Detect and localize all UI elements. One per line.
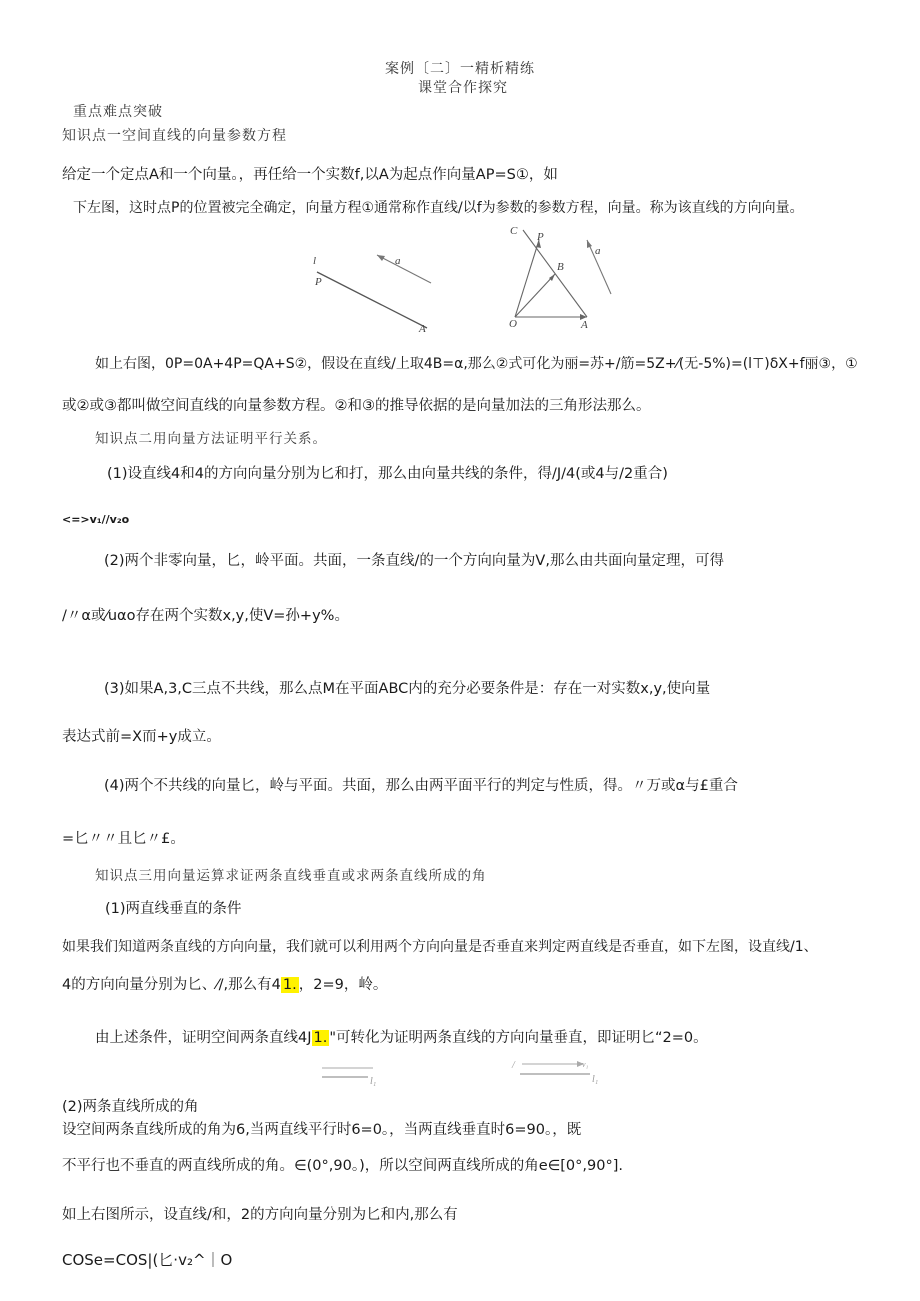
label-l1: l₁ [592, 1074, 599, 1085]
kp3-subheading: (1)两直线垂直的条件 [105, 901, 242, 917]
kp3-paragraph-line [95, 1029, 708, 1047]
label-p: P [537, 231, 544, 243]
label-v1: v₁ [582, 1060, 589, 1069]
kp2-item-line: (2)两个非零向量，匕，岭平面。共面，一条直线/的一个方向向量为V,那么由共面向量定理，可得 [104, 553, 724, 569]
kp1-paragraph-line: 或②或③都叫做空间直线的向量参数方程。②和③的推导依据的是向量加法的三角形法那么。 [62, 398, 651, 414]
vector-a-arrowhead [377, 255, 385, 261]
kp1-paragraph-line: 下左图，这时点P的位置被完全确定，向量方程①通常称作直线/以f为参数的参数方程，向量。称为该直线的方向向量。 [73, 200, 804, 216]
text-segment: 由上述条件，证明空间两条直线4J [95, 1030, 312, 1046]
case-subtitle: 课堂合作探究 [418, 80, 508, 96]
parallel-lines-figure-left [318, 1060, 383, 1088]
text-segment: ，2=9，岭。 [298, 977, 388, 993]
kp2-item-line: (4)两个不共线的向量匕，岭与平面。共面，那么由两平面平行的判定与性质，得。〃万或α与£重合 [104, 778, 738, 794]
kp3-paragraph-line: 设空间两条直线所成的角为6,当两直线平行时6=0。，当两直线垂直时6=90。，既 [62, 1122, 582, 1138]
kp3-paragraph-line [62, 976, 387, 994]
text-segment: "可转化为证明两条直线的方向向量垂直，即证明匕“2=0。 [329, 1030, 708, 1046]
kp3-subheading: (2)两条直线所成的角 [62, 1099, 199, 1115]
label-l1: l₁ [370, 1076, 377, 1087]
label-c: C [510, 225, 518, 237]
case-title: 案例〔二〕一精析精练 [385, 61, 535, 77]
highlight: 1. [313, 1030, 328, 1046]
kp3-paragraph-line: 如果我们知道两条直线的方向向量，我们就可以利用两个方向向量是否垂直来判定两直线是否垂直，如下左图，设直线/1、 [62, 939, 818, 955]
text-segment: 4的方向向量分别为匕、⁄/,那么有4 [62, 977, 281, 993]
kp2-item-line: <=>v₁//v₂o [62, 513, 130, 526]
kp2-item-line: 表达式前=X而+y成立。 [62, 729, 221, 745]
highlight: 1. [282, 977, 297, 993]
label-A: A [581, 319, 588, 331]
kp2-item-line: =匕〃〃且匕〃£。 [62, 831, 185, 847]
label-a: a [595, 245, 601, 257]
label-l: / [512, 1060, 515, 1071]
vector-a-arrowhead [587, 240, 592, 248]
kp3-heading: 知识点三用向量运算求证两条直线垂直或求两条直线所成的角 [95, 868, 487, 884]
kp3-paragraph-line: 不平行也不垂直的两直线所成的角。∈(0°,90。)，所以空间两直线所成的角e∈[0°,90°]. [62, 1158, 623, 1174]
section-label: 重点难点突破 [73, 104, 163, 120]
label-A: A [419, 323, 426, 335]
vector-a [377, 255, 431, 283]
line-vector-figure-left [305, 250, 440, 335]
vector-ob [515, 274, 555, 317]
label-a: a [395, 255, 401, 267]
label-p: P [315, 276, 322, 288]
kp2-item-line: /〃α或⁄uαo存在两个实数x,y,使V=孙+y%。 [62, 608, 349, 624]
parallel-lines-figure-right [510, 1057, 605, 1087]
line-vector-figure-right [505, 222, 620, 332]
kp1-paragraph-line: 给定一个定点A和一个向量。，再任给一个实数f,以A为起点作向量AP=S①，如 [62, 167, 558, 183]
label-b: B [557, 261, 564, 273]
line-l [317, 272, 427, 328]
kp2-item-line: (3)如果A,3,C三点不共线，那么点M在平面ABC内的充分必要条件是：存在一对实数x,y,使向量 [104, 681, 711, 697]
line-l [523, 230, 587, 317]
kp2-heading: 知识点二用向量方法证明平行关系。 [95, 431, 327, 447]
kp2-item-line: (1)设直线4和4的方向向量分别为匕和打，那么由向量共线的条件，得/J/4(或4与/2重合) [107, 466, 668, 482]
label-o: O [509, 318, 517, 330]
label-l: l [313, 255, 317, 267]
kp1-heading: 知识点一空间直线的向量参数方程 [62, 128, 287, 144]
vector-op [515, 240, 539, 317]
angle-formula: COSe=COS|(匕·v₂^｜O [62, 1251, 233, 1269]
kp1-paragraph-line: 如上右图，0P=0A+4P=QA+S②，假设在直线/上取4B=α,那么②式可化为丽=苏+/筋=5Z+⁄(无-5%)=(l⊤)δX+f丽③，① [95, 356, 858, 372]
kp3-paragraph-line: 如上右图所示，设直线/和，2的方向向量分别为匕和内,那么有 [62, 1207, 458, 1223]
